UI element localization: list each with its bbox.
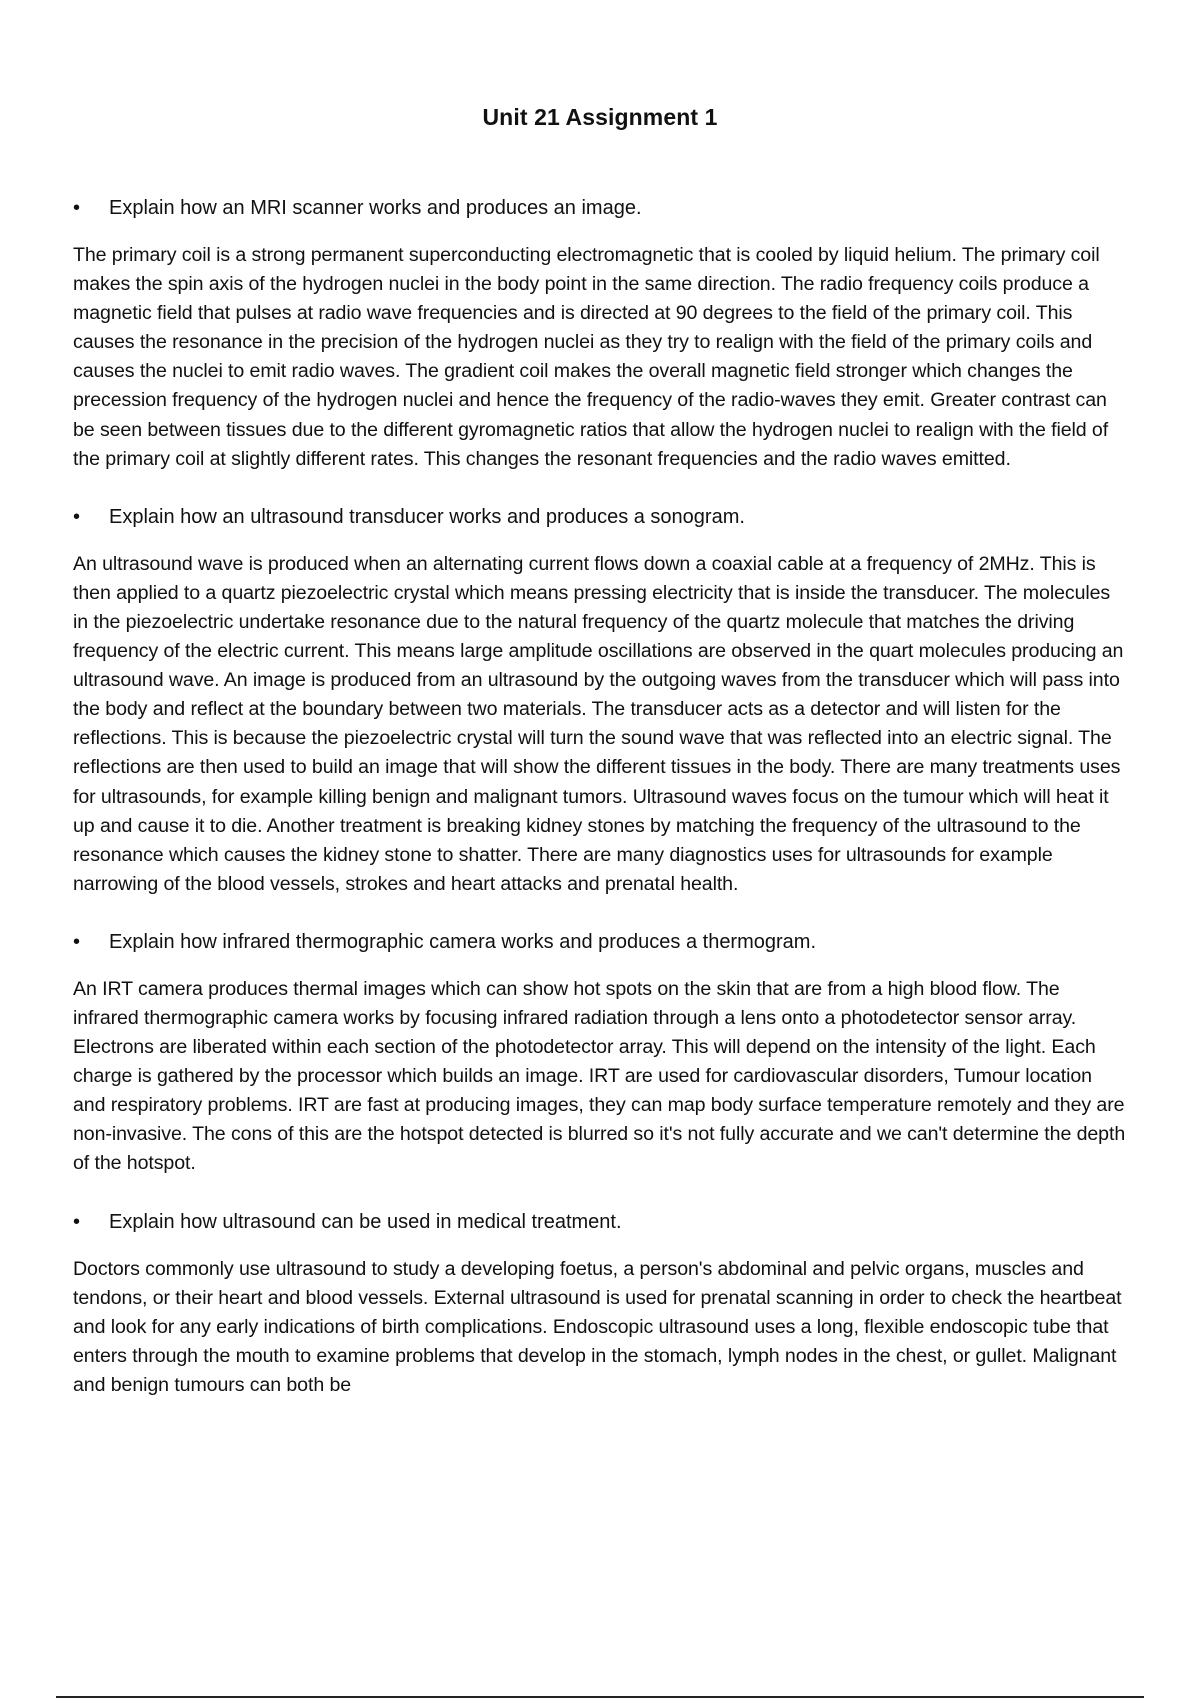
answer-paragraph: An ultrasound wave is produced when an alternating current flows down a coaxial cable at a frequency of 2MHz. This is then applied to a quartz piezoelectric crystal which means pressing electricity that is inside the transducer. The molecules in the piezoelectric undertake resonance due to the natural frequency of the quartz molecule that matches the driving frequency of the electric current. This means large amplitude oscillations are observed in the quart molecules producing an ultrasound wave. An image is produced from an ultrasound by the outgoing waves from the transducer which will pass into the body and reflect at the boundary between two materials. The transducer acts as a detector and will listen for the reflections. This is because the piezoelectric crystal will turn the sound wave that was reflected into an electric signal. The reflections are then used to build an image that will show the different tissues in the body. There are many treatments uses for ultrasounds, for example killing benign and malignant tumors. Ultrasound waves focus on the tumour which will heat it up and cause it to die. Another treatment is breaking kidney stones by matching the frequency of the ultrasound to the resonance which causes the kidney stone to shatter. There are many diagnostics uses for ultrasounds for example narrowing of the blood vessels, strokes and heart attacks and prenatal health. — [73, 552, 1124, 895]
answer-paragraph: An IRT camera produces thermal images which can show hot spots on the skin that are from a high blood flow. The infrared thermographic camera works by focusing infrared radiation through a lens onto a photodetector sensor array. Electrons are liberated within each section of the photodetector array. This will depend on the intensity of the light. Each charge is gathered by the processor which builds an image. IRT are used for cardiovascular disorders, Tumour location and respiratory problems. IRT are fast at producing images, they can map body surface temperature remotely and they are non-invasive. The cons of this are the hotspot detected is blurred so it's not fully accurate and we can't determine the depth of the hotspot. — [73, 977, 1126, 1175]
bullet-question — [73, 194, 1128, 223]
answer-paragraph: Doctors commonly use ultrasound to study a developing foetus, a person's abdominal and pelvic organs, muscles and tendons, or their heart and blood vessels. External ultrasound is used for prenatal scanning in order to check the heartbeat and look for any early indications of birth complications. Endoscopic ultrasound uses a long, flexible endoscopic tube that enters through the mouth to examine problems that develop in the stomach, lymph nodes in the chest, or gullet. Malignant and benign tumours can both be — [73, 1257, 1122, 1396]
section-ultrasound-treatment — [73, 1208, 1128, 1400]
document-title: Unit 21 Assignment 1 — [482, 104, 718, 130]
section-mri — [73, 194, 1128, 474]
bullet-text: Explain how infrared thermographic camera works and produces a thermogram. — [109, 930, 817, 953]
bullet-dot-icon: • — [73, 1210, 81, 1233]
section-infrared-camera — [73, 928, 1128, 1179]
bullet-text: Explain how ultrasound can be used in medical treatment. — [109, 1210, 622, 1233]
document-body — [73, 194, 1128, 1429]
bullet-dot-icon: • — [73, 930, 81, 953]
bullet-text: Explain how an ultrasound transducer works and produces a sonogram. — [109, 505, 745, 528]
bullet-dot-icon: • — [73, 197, 81, 219]
bullet-dot-icon: • — [73, 505, 81, 528]
section-ultrasound-transducer — [73, 503, 1128, 899]
bullet-question — [73, 1208, 1128, 1237]
answer-paragraph: The primary coil is a strong permanent superconducting electromagnetic that is cooled by liquid helium. The primary coil makes the spin axis of the hydrogen nuclei in the body point in the same direction. The radio frequency coils produce a magnetic field that pulses at radio wave frequencies and is directed at 90 degrees to the field of the primary coil. This causes the resonance in the precision of the hydrogen nuclei as they try to realign with the field of the primary coils and causes the nuclei to emit radio waves. The gradient coil makes the overall magnetic field stronger which changes the precession frequency of the hydrogen nuclei and hence the frequency of the radio-waves they emit. Greater contrast can be seen between tissues due to the different gyromagnetic ratios that allow the hydrogen nuclei to realign with the field of the primary coil at slightly different rates. This changes the resonant frequencies and the radio waves emitted. — [73, 244, 1109, 470]
page-bottom-rule — [56, 1696, 1144, 1698]
bullet-text: Explain how an MRI scanner works and produces an image. — [109, 197, 642, 219]
bullet-question — [73, 928, 1128, 957]
bullet-question — [73, 503, 1128, 532]
